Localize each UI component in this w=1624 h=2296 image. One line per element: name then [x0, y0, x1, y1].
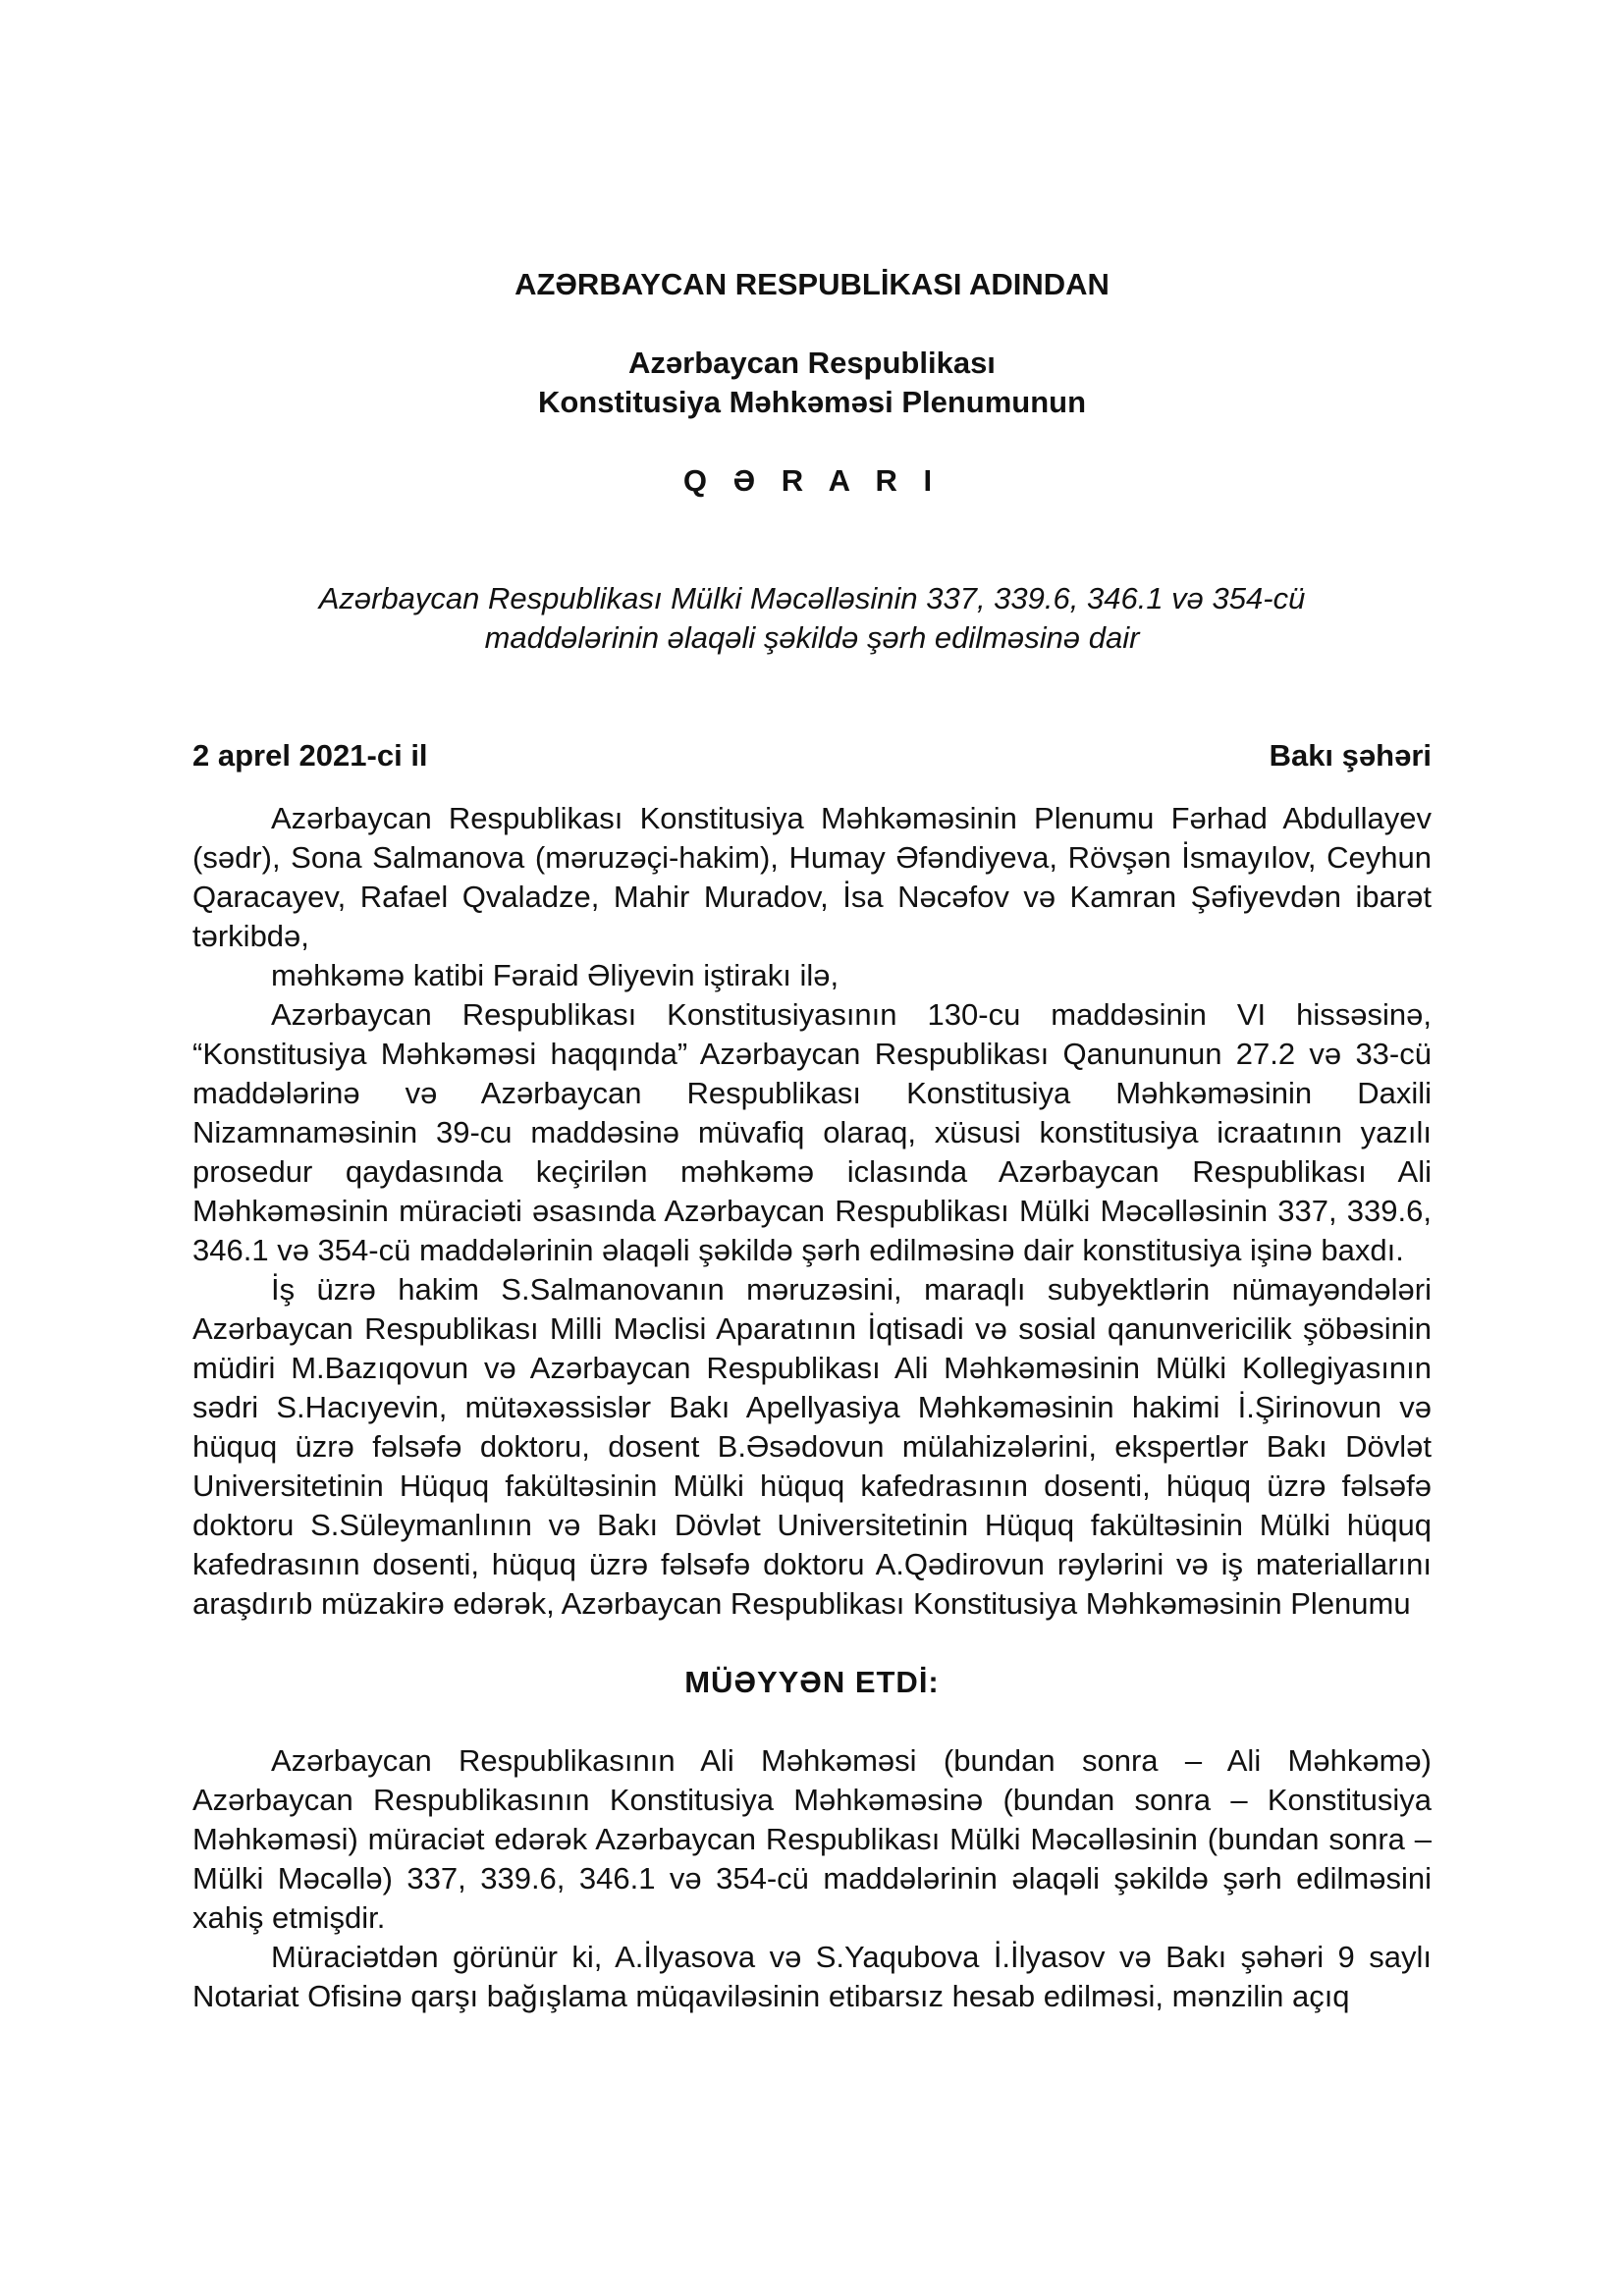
intro-paragraph-1: Azərbaycan Respublikası Konstitusiya Məhkəməsinin Plenumu Fərhad Abdullayev (sədr), Sona Salmanova (məruzəçi-hakim), Humay Əfəndiyeva, Rövşən İsmayılov, Ceyhun Qaracayev, Rafael Qvaladze, Mahir Muradov, İsa Nəcəfov və Kamran Şəfiyevdən ibarət tərkibdə,	[192, 801, 1432, 953]
document-body	[192, 265, 1432, 2016]
subject-line-1: Azərbaycan Respublikası Mülki Məcəlləsinin 337, 339.6, 346.1 və 354-cü	[318, 581, 1306, 615]
header-line-3: Konstitusiya Məhkəməsi Plenumunun	[537, 385, 1087, 419]
subject-line-2: maddələrinin əlaqəli şəkildə şərh edilməsinə dair	[484, 620, 1140, 655]
section-paragraph-2: Müraciətdən görünür ki, A.İlyasova və S.Yaqubova İ.İlyasov və Bakı şəhəri 9 saylı Notariat Ofisinə qarşı bağışlama müqaviləsinin etibarsız hesab edilməsi, mənzilin açıq	[192, 1940, 1432, 2013]
header-line-2: Azərbaycan Respublikası	[628, 346, 996, 380]
decision-date: 2 aprel 2021-ci il	[192, 738, 428, 773]
document-title: Q Ə R A R I	[682, 463, 942, 498]
date-place-row	[192, 736, 1432, 775]
intro-paragraph-2: məhkəmə katibi Fəraid Əliyevin iştirakı ilə,	[271, 958, 839, 992]
section-heading: MÜƏYYƏN ETDİ:	[684, 1665, 940, 1699]
intro-paragraph-3: Azərbaycan Respublikası Konstitusiyasının 130-cu maddəsinin VI hissəsinə, “Konstitusiya Məhkəməsi haqqında” Azərbaycan Respublikası Qanununun 27.2 və 33-cü maddələrinə və Azərbaycan Respublikası Konstitusiya Məhkəməsinin Daxili Nizamnaməsinin 39-cu maddəsinə müvafiq olaraq, xüsusi konstitusiya icraatının yazılı prosedur qaydasında keçirilən məhkəmə iclasında Azərbaycan Respublikası Ali Məhkəməsinin müraciəti əsasında Azərbaycan Respublikası Mülki Məcəlləsinin 337, 339.6, 346.1 və 354-cü maddələrinin əlaqəli şəkildə şərh edilməsinə dair konstitusiya işinə baxdı.	[192, 997, 1432, 1267]
intro-paragraph-4: İş üzrə hakim S.Salmanovanın məruzəsini, maraqlı subyektlərin nümayəndələri Azərbaycan Respublikası Milli Məclisi Aparatının İqtisadi və sosial qanunvericilik şöbəsinin müdiri M.Bazıqovun və Azərbaycan Respublikası Ali Məhkəməsinin Mülki Kollegiyasının sədri S.Hacıyevin, mütəxəssislər Bakı Apellyasiya Məhkəməsinin hakimi İ.Şirinovun və hüquq üzrə fəlsəfə doktoru, dosent B.Əsədovun mülahizələrini, ekspertlər Bakı Dövlət Universitetinin Hüquq fakültəsinin Mülki hüquq kafedrasının dosenti, hüquq üzrə fəlsəfə doktoru S.Süleymanlının və Bakı Dövlət Universitetinin Hüquq fakültəsinin Mülki hüquq kafedrasının dosenti, hüquq üzrə fəlsəfə doktoru A.Qədirovun rəylərini və iş materiallarını araşdırıb müzakirə edərək, Azərbaycan Respublikası Konstitusiya Məhkəməsinin Plenumu	[192, 1272, 1432, 1621]
header-line-1: AZƏRBAYCAN RESPUBLİKASI ADINDAN	[514, 267, 1110, 301]
decision-place: Bakı şəhəri	[1269, 738, 1432, 773]
section-paragraph-1: Azərbaycan Respublikasının Ali Məhkəməsi (bundan sonra – Ali Məhkəmə) Azərbaycan Respublikasının Konstitusiya Məhkəməsinə (bundan sonra – Konstitusiya Məhkəməsi) müraciət edərək Azərbaycan Respublikası Mülki Məcəlləsinin (bundan sonra – Mülki Məcəllə) 337, 339.6, 346.1 və 354-cü maddələrinin əlaqəli şəkildə şərh edilməsini xahiş etmişdir.	[192, 1743, 1432, 1935]
